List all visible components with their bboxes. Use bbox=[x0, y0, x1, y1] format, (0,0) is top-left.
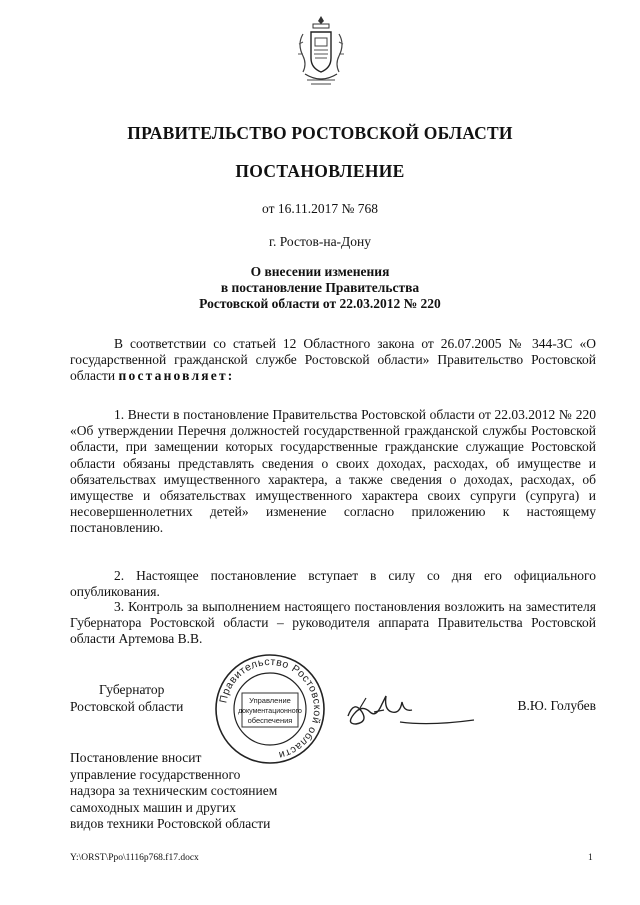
stamp-inner-line-3: обеспечения bbox=[247, 716, 293, 725]
item-3-paragraph: 3. Контроль за выполнением настоящего постановления возложить на заместителя Губернатора Ростовской области – руководителя аппарата Правительства Ростовской области Артемова В.В. bbox=[70, 599, 596, 647]
note-line-5: видов техники Ростовской области bbox=[70, 816, 271, 831]
page-number: 1 bbox=[588, 853, 593, 863]
document-type: ПОСТАНОВЛЕНИЕ bbox=[235, 161, 405, 181]
signatory-title-line-1: Губернатор bbox=[99, 682, 165, 697]
signatory-title-line-2: Ростовской области bbox=[70, 698, 184, 714]
preamble-text: В соответствии со статьей 12 Областного закона от 26.07.2005 № 344-ЗС «О государственной гражданской службе Ростовской области» Правительство Ростовской области bbox=[70, 336, 596, 384]
subject-line-3: Ростовской области от 22.03.2012 № 220 bbox=[199, 296, 441, 311]
stamp-inner-line-2: документационного bbox=[238, 708, 302, 715]
footer-file-path: Y:\ORST\Ppo\1116p768.f17.docx bbox=[70, 853, 199, 863]
note-line-3: надзора за техническим состоянием bbox=[70, 783, 278, 798]
city: г. Ростов-на-Дону bbox=[268, 234, 371, 249]
date-and-number: от 16.11.2017 № 768 bbox=[262, 201, 378, 216]
signer-name: В.Ю. Голубев bbox=[517, 698, 596, 713]
item-1-paragraph: 1. Внести в постановление Правительства Ростовской области от 22.03.2012 № 220 «Об утверждении Перечня должностей государственной гражданской службы Ростовской области, при замещении которых государственные гражданские служащие Ростовской области обязаны представлять сведения о своих доходах, расходах, об имуществе и обязательствах имущественного характера, а также сведения о доходах, расходах, об имуществе и обязательствах имущественного характера своих супруги (супруга) и несовершеннолетних детей» изменение согласно приложению к настоящему постановлению. bbox=[70, 407, 596, 536]
coat-of-arms-emblem bbox=[295, 14, 347, 90]
stamp-inner-line-1: Управление bbox=[249, 696, 291, 705]
stamp-ring-text: Правительство Ростовской области bbox=[217, 655, 324, 762]
note-line-1: Постановление вносит bbox=[70, 750, 202, 765]
subject-line-1: О внесении изменения bbox=[250, 264, 390, 279]
handwritten-signature bbox=[340, 686, 480, 736]
document-subject bbox=[0, 264, 640, 312]
preamble-paragraph bbox=[70, 336, 596, 385]
resolves-word: постановляет: bbox=[118, 368, 235, 384]
introduced-by-note bbox=[70, 750, 330, 833]
organization-title: ПРАВИТЕЛЬСТВО РОСТОВСКОЙ ОБЛАСТИ bbox=[127, 123, 513, 143]
note-line-2: управление государственного bbox=[70, 766, 241, 782]
item-2-paragraph: 2. Настоящее постановление вступает в силу со дня его официального опубликования. bbox=[70, 568, 596, 600]
note-line-4: самоходных машин и других bbox=[70, 799, 236, 815]
subject-line-2: в постановление Правительства bbox=[220, 280, 420, 295]
official-stamp bbox=[214, 653, 326, 765]
signatory-title bbox=[70, 682, 210, 715]
